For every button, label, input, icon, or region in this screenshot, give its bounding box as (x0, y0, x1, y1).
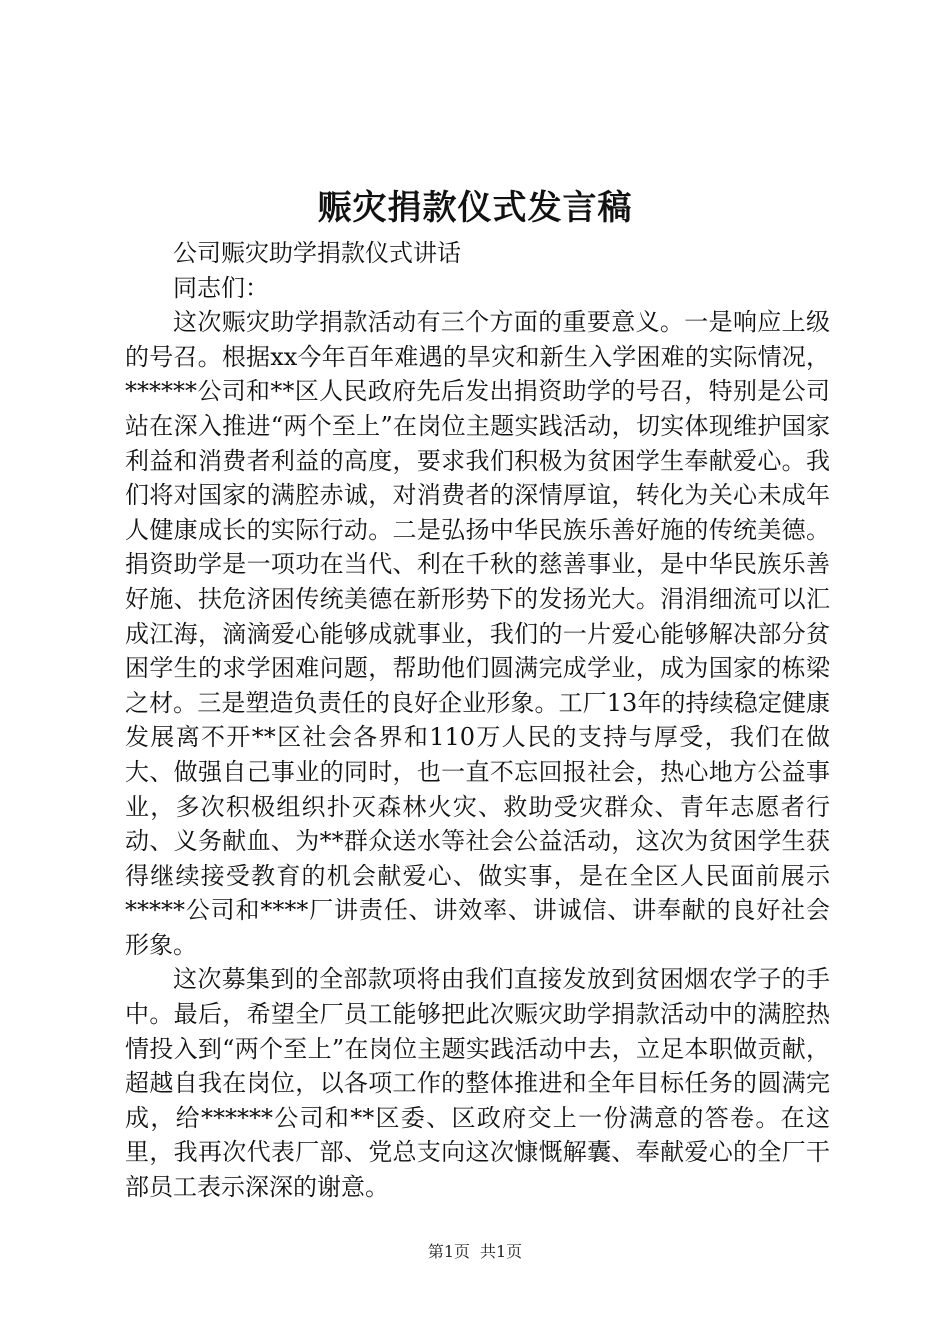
body-paragraph-2: 这次募集到的全部款项将由我们直接发放到贫困烟农学子的手中。最后，希望全厂员工能够把此次赈灾助学捐款活动中的满腔热情投入到“两个至上”在岗位主题实践活动中去，立足本职做贡献，超越自我在岗位，以各项工作的整体推进和全年目标任务的圆满完成，给******公司和**区委、区政府交上一份满意的答卷。在这里，我再次代表厂部、党总支向这次慷慨解囊、奉献爱心的全厂干部员工表示深深的谢意。 (125, 965, 830, 1202)
document-title: 赈灾捐款仪式发言稿 (317, 188, 633, 228)
page-footer (0, 1240, 950, 1264)
salutation: 同志们： (173, 273, 269, 302)
document-body (125, 236, 830, 1205)
page-number: 第1页 (427, 1242, 470, 1261)
speech-subtitle: 公司赈灾助学捐款仪式讲话 (173, 239, 461, 267)
body-paragraph-1: 这次赈灾助学捐款活动有三个方面的重要意义。一是响应上级的号召。根据xx今年百年难遇的旱灾和新生入学困难的实际情况，******公司和**区人民政府先后发出捐资助学的号召，特别是公司站在深入推进“两个至上”在岗位主题实践活动，切实体现维护国家利益和消费者利益的高度，要求我们积极为贫困学生奉献爱心。我们将对国家的满腔赤诚，对消费者的深情厚谊，转化为关心未成年人健康成长的实际行动。二是弘扬中华民族乐善好施的传统美德。捐资助学是一项功在当代、利在千秋的慈善事业，是中华民族乐善好施、扶危济困传统美德在新形势下的发扬光大。涓涓细流可以汇成江海，滴滴爱心能够成就事业，我们的一片爱心能够解决部分贫困学生的求学困难问题，帮助他们圆满完成学业，成为国家的栋梁之材。三是塑造负责任的良好企业形象。工厂13年的持续稳定健康发展离不开**区社会各界和110万人民的支持与厚受，我们在做大、做强自己事业的同时，也一直不忘回报社会，热心地方公益事业，多次积极组织扑灭森林火灾、救助受灾群众、青年志愿者行动、义务献血、为**群众送水等社会公益活动，这次为贫困学生获得继续接受教育的机会献爱心、做实事，是在全区人民面前展示*****公司和****厂讲责任、讲效率、讲诚信、讲奉献的良好社会形象。 (125, 308, 830, 959)
page-total: 共1页 (480, 1242, 523, 1261)
